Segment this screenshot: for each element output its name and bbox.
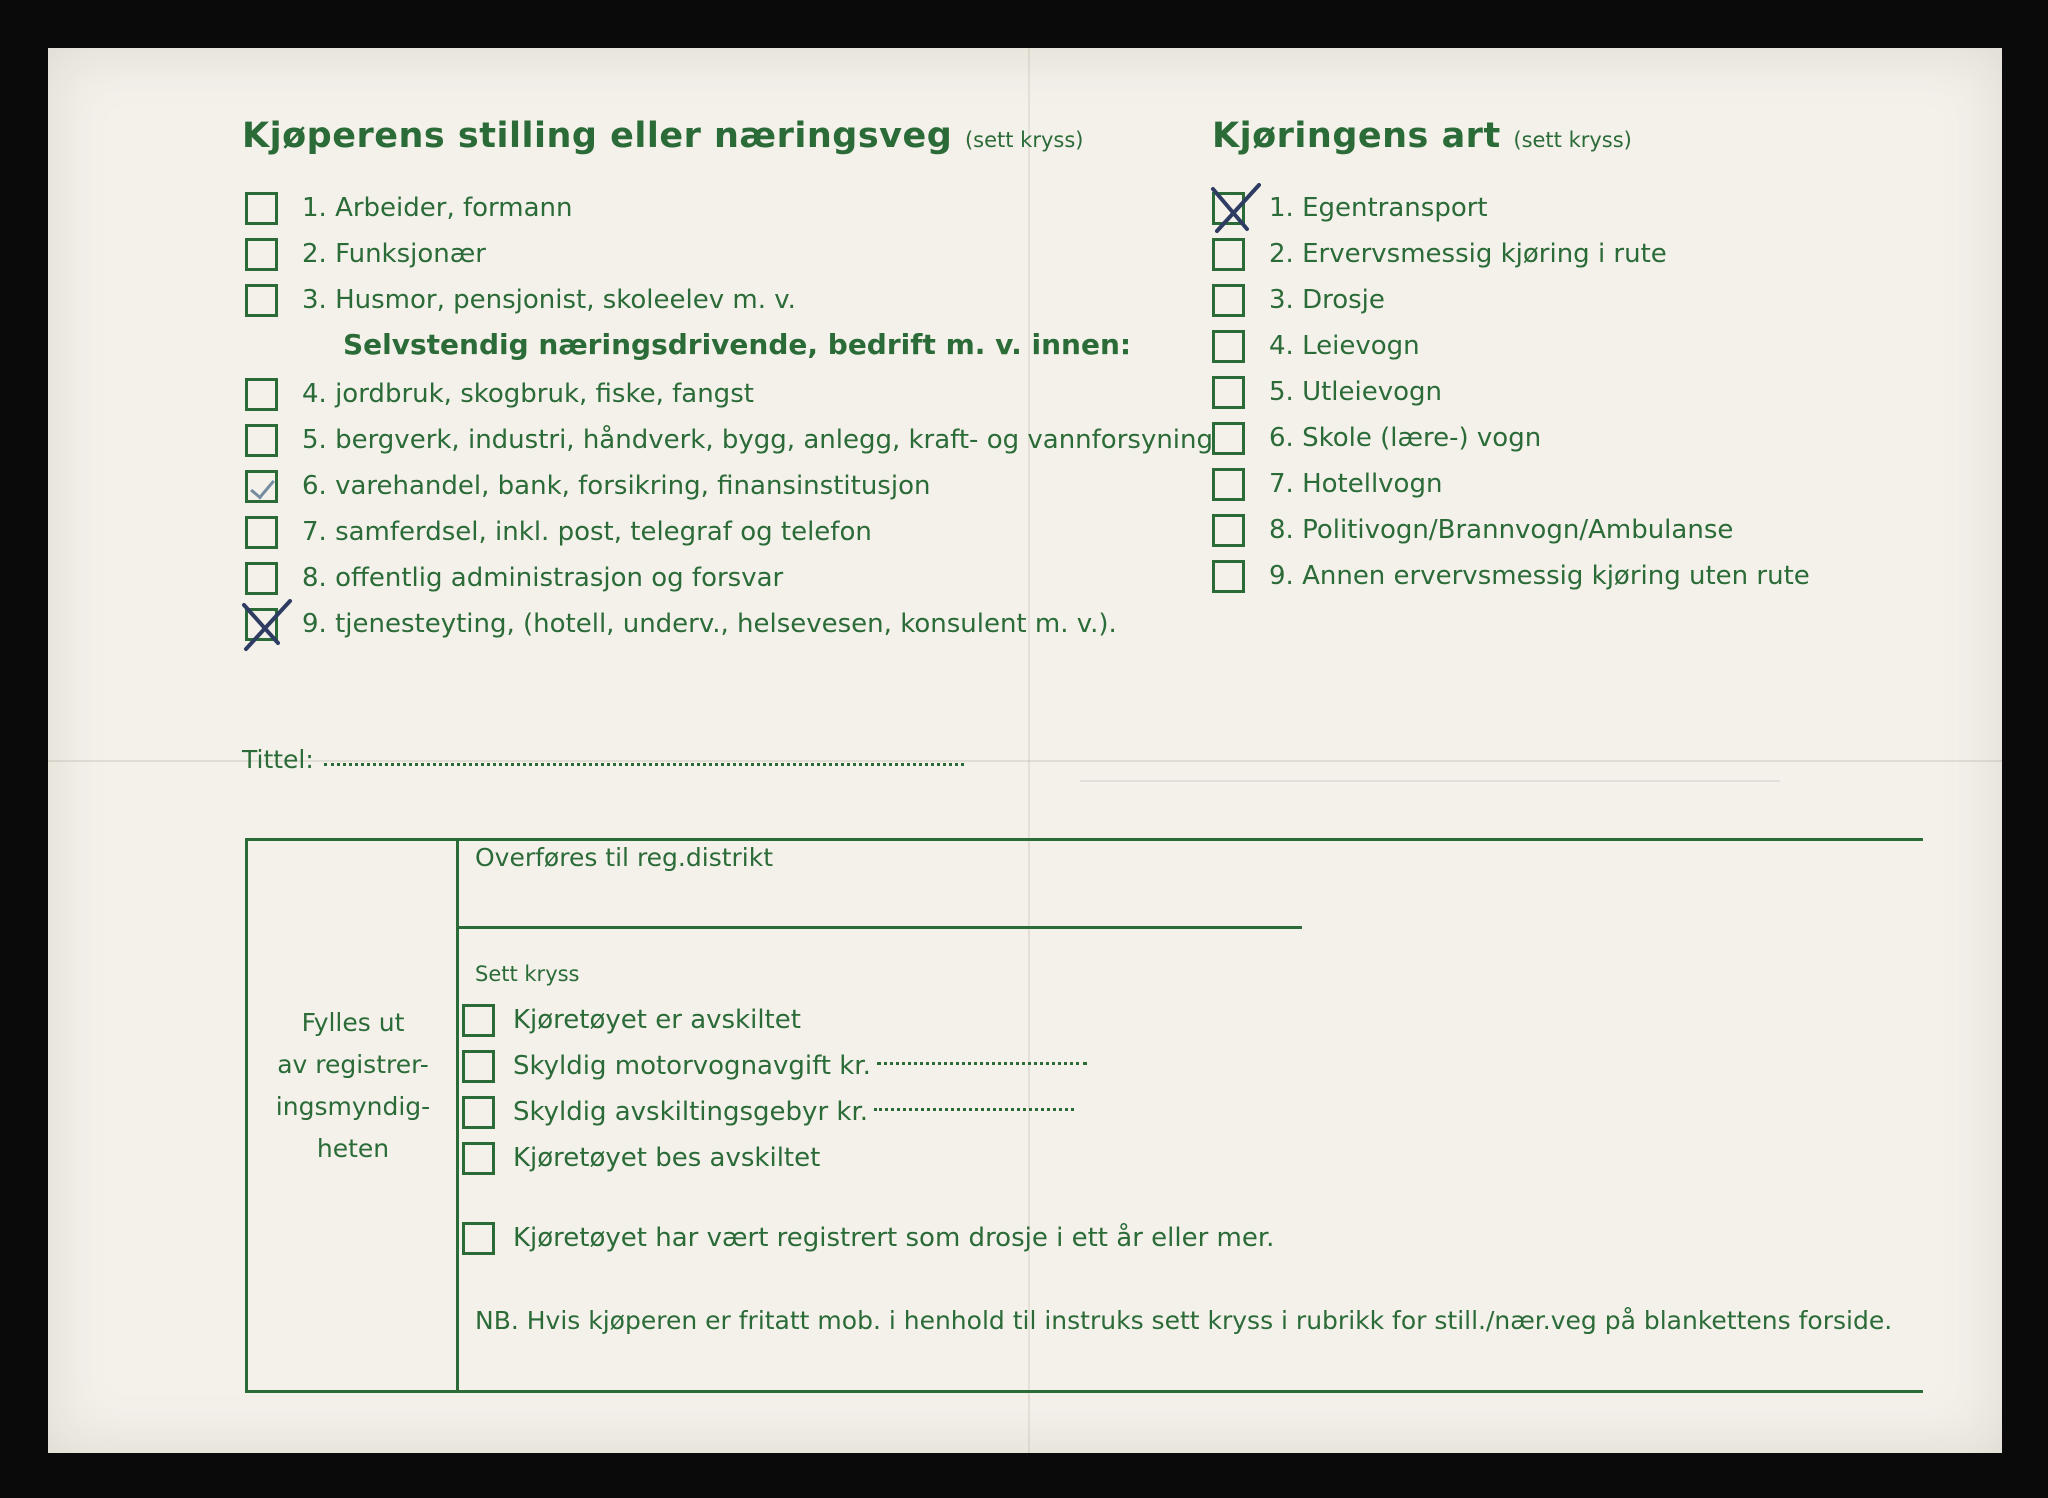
taxi-history-checkbox[interactable] xyxy=(462,1222,495,1255)
occupation-label-7: 7. samferdsel, inkl. post, telegraf og telefon xyxy=(302,517,872,547)
deregistration-fee-label: Skyldig avskiltingsgebyr kr. xyxy=(513,1097,869,1127)
occupation-checkbox-5[interactable] xyxy=(245,424,278,457)
occupation-checkbox-4[interactable] xyxy=(245,378,278,411)
occupation-checkbox-2[interactable] xyxy=(245,238,278,271)
occupation-option-1[interactable] xyxy=(245,188,573,228)
occupation-checkbox-1[interactable] xyxy=(245,192,278,225)
occupation-label-5: 5. bergverk, industri, håndverk, bygg, anlegg, kraft- og vannforsyning xyxy=(302,425,1214,455)
driving-option-7[interactable] xyxy=(1212,464,1442,504)
occupation-option-3[interactable] xyxy=(245,280,796,320)
self-employed-subheading: Selvstendig næringsdrivende, bedrift m. v. innen: xyxy=(343,328,1132,361)
occupation-option-4[interactable] xyxy=(245,374,754,414)
occupation-option-9[interactable] xyxy=(245,604,1117,644)
driving-option-6[interactable] xyxy=(1212,418,1541,458)
motor-vehicle-fee-amount-line[interactable] xyxy=(877,1061,1087,1065)
occupation-label-1: 1. Arbeider, formann xyxy=(302,193,573,223)
mark-instruction: Sett kryss xyxy=(475,962,580,986)
motor-vehicle-fee-label: Skyldig motorvognavgift kr. xyxy=(513,1051,871,1081)
occupation-option-8[interactable] xyxy=(245,558,783,598)
request-deregistration-label: Kjøretøyet bes avskiltet xyxy=(513,1143,821,1173)
registration-authority-label xyxy=(250,1002,456,1170)
request-deregistration-option[interactable] xyxy=(462,1138,820,1178)
side-label-line-3: ingsmyndig- xyxy=(275,1092,431,1121)
driving-label-9: 9. Annen ervervsmessig kjøring uten rute xyxy=(1269,561,1810,591)
occupation-option-2[interactable] xyxy=(245,234,486,274)
driving-option-4[interactable] xyxy=(1212,326,1420,366)
driving-option-2[interactable] xyxy=(1212,234,1667,274)
driving-label-8: 8. Politivogn/Brannvogn/Ambulanse xyxy=(1269,515,1734,545)
title-field-label: Tittel: xyxy=(242,745,314,774)
deregistered-option[interactable] xyxy=(462,1000,801,1040)
occupation-label-4: 4. jordbruk, skogbruk, fiske, fangst xyxy=(302,379,754,409)
request-deregistration-checkbox[interactable] xyxy=(462,1142,495,1175)
driving-label-4: 4. Leievogn xyxy=(1269,331,1420,361)
driving-option-3[interactable] xyxy=(1212,280,1385,320)
taxi-history-option[interactable] xyxy=(462,1218,1274,1258)
driving-type-title-note: (sett kryss) xyxy=(1513,128,1632,152)
motor-vehicle-fee-checkbox[interactable] xyxy=(462,1050,495,1083)
deregistered-checkbox[interactable] xyxy=(462,1004,495,1037)
driving-label-3: 3. Drosje xyxy=(1269,285,1385,315)
driving-label-5: 5. Utleievogn xyxy=(1269,377,1443,407)
occupation-checkbox-3[interactable] xyxy=(245,284,278,317)
transfer-district-input-line[interactable] xyxy=(459,926,1302,929)
side-label-line-2: av registrer- xyxy=(277,1050,429,1079)
driving-option-1[interactable] xyxy=(1212,188,1488,228)
occupation-option-6[interactable] xyxy=(245,466,930,506)
driving-checkbox-6[interactable] xyxy=(1212,422,1245,455)
driving-label-1: 1. Egentransport xyxy=(1269,193,1488,223)
deregistration-fee-checkbox[interactable] xyxy=(462,1096,495,1129)
occupation-label-9: 9. tjenesteyting, (hotell, underv., helsevesen, konsulent m. v.). xyxy=(302,609,1117,639)
driving-type-heading xyxy=(1212,116,1632,156)
driving-label-6: 6. Skole (lære-) vogn xyxy=(1269,423,1542,453)
driving-option-5[interactable] xyxy=(1212,372,1442,412)
occupation-label-3: 3. Husmor, pensjonist, skoleelev m. v. xyxy=(302,285,796,315)
occupation-checkbox-6[interactable] xyxy=(245,470,278,503)
driving-checkbox-3[interactable] xyxy=(1212,284,1245,317)
registration-frame-bottom xyxy=(245,1390,1923,1393)
occupation-label-6: 6. varehandel, bank, forsikring, finansinstitusjon xyxy=(302,471,931,501)
deregistration-fee-amount-line[interactable] xyxy=(874,1107,1074,1111)
occupation-label-8: 8. offentlig administrasjon og forsvar xyxy=(302,563,784,593)
deregistered-label: Kjøretøyet er avskiltet xyxy=(513,1005,801,1035)
driving-option-9[interactable] xyxy=(1212,556,1810,596)
driving-checkbox-8[interactable] xyxy=(1212,514,1245,547)
transfer-district-label: Overføres til reg.distrikt xyxy=(475,843,774,872)
driving-label-2: 2. Ervervsmessig kjøring i rute xyxy=(1269,239,1667,269)
driving-checkbox-4[interactable] xyxy=(1212,330,1245,363)
occupation-option-5[interactable] xyxy=(245,420,1213,460)
driving-checkbox-5[interactable] xyxy=(1212,376,1245,409)
deregistration-fee-option[interactable] xyxy=(462,1092,1074,1132)
taxi-history-label: Kjøretøyet har vært registrert som drosje i ett år eller mer. xyxy=(513,1223,1275,1253)
registration-frame-left xyxy=(245,838,248,1393)
occupation-checkbox-7[interactable] xyxy=(245,516,278,549)
registration-frame-divider xyxy=(456,838,459,1393)
buyer-occupation-title-note: (sett kryss) xyxy=(964,128,1084,152)
registration-frame-top xyxy=(245,838,1923,841)
nb-note: NB. Hvis kjøperen er fritatt mob. i henhold til instruks sett kryss i rubrikk for still./nær.veg på blankettens forside. xyxy=(475,1306,1893,1335)
title-field-dotted-line[interactable] xyxy=(324,762,964,766)
driving-label-7: 7. Hotellvogn xyxy=(1269,469,1443,499)
driving-checkbox-9[interactable] xyxy=(1212,560,1245,593)
driving-checkbox-1[interactable] xyxy=(1212,192,1245,225)
side-label-line-4: heten xyxy=(316,1134,390,1163)
motor-vehicle-fee-option[interactable] xyxy=(462,1046,1087,1086)
driving-checkbox-7[interactable] xyxy=(1212,468,1245,501)
title-field[interactable] xyxy=(242,745,964,774)
occupation-checkbox-8[interactable] xyxy=(245,562,278,595)
occupation-checkbox-9[interactable] xyxy=(245,608,278,641)
side-label-line-1: Fylles ut xyxy=(301,1008,405,1037)
driving-option-8[interactable] xyxy=(1212,510,1733,550)
occupation-label-2: 2. Funksjonær xyxy=(302,239,486,269)
driving-checkbox-2[interactable] xyxy=(1212,238,1245,271)
occupation-option-7[interactable] xyxy=(245,512,872,552)
driving-type-title: Kjøringens art xyxy=(1212,116,1501,156)
buyer-occupation-title: Kjøperens stilling eller næringsveg xyxy=(242,116,953,156)
buyer-occupation-heading xyxy=(242,116,1083,156)
